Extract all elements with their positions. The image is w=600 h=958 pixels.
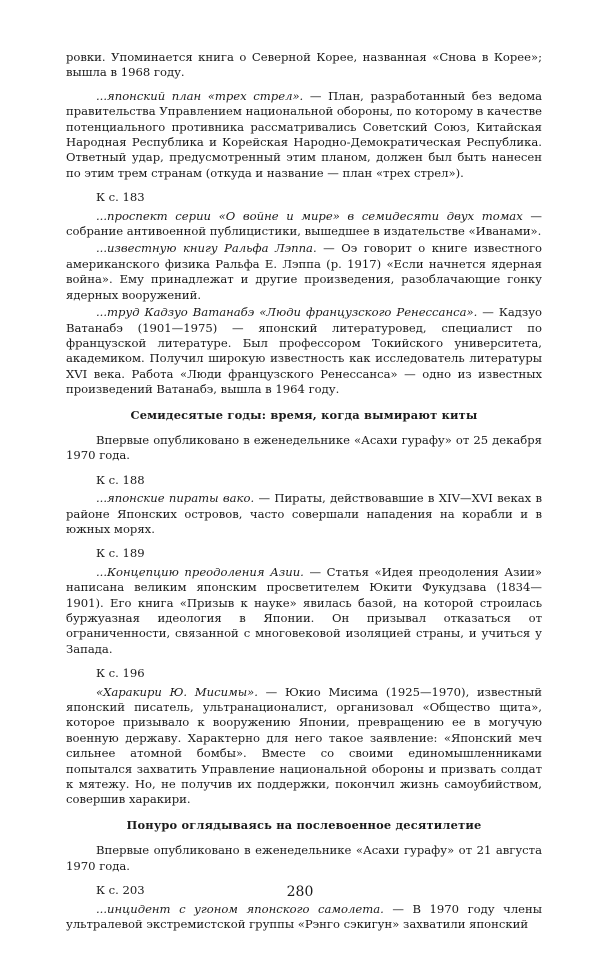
note-cue: ...Концепцию преодоления Азии. — [96, 564, 304, 579]
note-text: — Пираты, действовавшие в XIV—XVI веках в районе Японских островов, часто совершали нападения на корабли и в южных морях. — [66, 491, 543, 536]
page-reference-196: К с. 196 — [96, 666, 145, 681]
note-cue: ...японские пираты вако. — [96, 491, 255, 506]
section-publication-note: Впервые опубликовано в еженедельнике «Асахи гурафу» от 21 августа 1970 года. — [66, 843, 542, 873]
note-text: — Юкио Мисима (1925—1970), известный японский писатель, ультранационалист, организовал «Общество щита», которое призывало к вооружению Японии, превращению ее в могучую военную державу. Характерно для него такое заявление: «Японский меч сильнее атомной бомбы». Вместе со своими единомышленниками попытался захватить Управление национальной обороны и призвать солдат к мятежу. Но, не получив их поддержки, покончил жизнь самоубийством, совершив харакири. — [66, 684, 542, 807]
note-plane-hijacking — [66, 902, 542, 933]
note-cue: «Харакири Ю. Мисимы». — [96, 684, 258, 699]
note-text: — В 1970 году члены ультралевой экстремистской группы «Рэнго сэкигун» захватили японский — [66, 901, 542, 931]
page-number: 280 — [286, 884, 314, 900]
note-watanabe-renaissance — [66, 305, 542, 397]
note-text: — Статья «Идея преодоления Азии» написана великим японским просветителем Юкити Фукудзава (1834—1901). Его книга «Призыв к науке» явилась базой, на которой строилась буржуазная идеология в Японии. Он призывал отказаться от ограниченности, связанной с многовековой изоляцией страны, и учиться у Запада. — [66, 564, 542, 656]
note-cue: ...японский план «трех стрел». — [96, 88, 304, 103]
note-cue: ...труд Кадзуо Ватанабэ «Люди французского Ренессанса». — [96, 305, 478, 320]
note-three-arrows-plan — [66, 89, 542, 181]
continuation-paragraph: ровки. Упоминается книга о Северной Корее, названная «Снова в Корее»; вышла в 1968 году. — [66, 50, 542, 80]
note-wako-pirates — [66, 491, 542, 537]
page-reference-203: К с. 203 — [96, 883, 145, 898]
note-cue: ...известную книгу Ральфа Лэппа. — [96, 241, 317, 256]
note-text: — Оэ говорит о книге известного американского физика Ральфа Е. Лэппа (р. 1917) «Если начнется ядерная война». Ему принадлежат и другие произведения, разоблачающие гонку ядерных вооружений. — [66, 241, 542, 302]
note-text: — План, разработанный без ведома правительства Управлением национальной обороны, по которому в качестве потенциального противника рассматривались Советский Союз, Китайская Народная Республика и Корейская Народно-Демократическая Республика. Ответный удар, предусмотренный этим планом, должен был быть нанесен по этим трем странам (откуда и название — план «трех стрел»). — [66, 88, 542, 180]
page-reference-188: К с. 188 — [96, 472, 145, 487]
note-text: — Кадзуо Ватанабэ (1901—1975) — японский литературовед, специалист по французской литературе. Был профессором Токийского университета, академиком. Получил широкую известность как исследователь литературы XVI века. Работа «Люди французского Ренессанса» — одно из известных произведений Ватанабэ, вышла в 1964 году. — [66, 305, 542, 397]
section-publication-note: Впервые опубликовано в еженедельнике «Асахи гурафу» от 25 декабря 1970 года. — [66, 432, 542, 463]
note-overcoming-asia — [66, 565, 542, 657]
page-reference-183: К с. 183 — [96, 190, 145, 205]
note-text: — собрание антивоенной публицистики, вышедшее в издательстве «Иванами». — [66, 208, 542, 239]
section-title-whales: Семидесятые годы: время, когда вымирают киты — [130, 407, 478, 422]
note-war-and-peace-series — [66, 209, 542, 240]
note-ralph-lapp-book — [66, 241, 542, 303]
note-cue: ...инцидент с угоном японского самолета. — [96, 901, 384, 916]
note-mishima-harakiri — [66, 685, 542, 808]
page-reference-189: К с. 189 — [96, 546, 145, 561]
note-cue: ...проспект серии «О войне и мире» в семидесяти двух томах — [96, 208, 523, 223]
section-title-postwar-decade: Понуро оглядываясь на послевоенное десятилетие — [126, 817, 482, 832]
